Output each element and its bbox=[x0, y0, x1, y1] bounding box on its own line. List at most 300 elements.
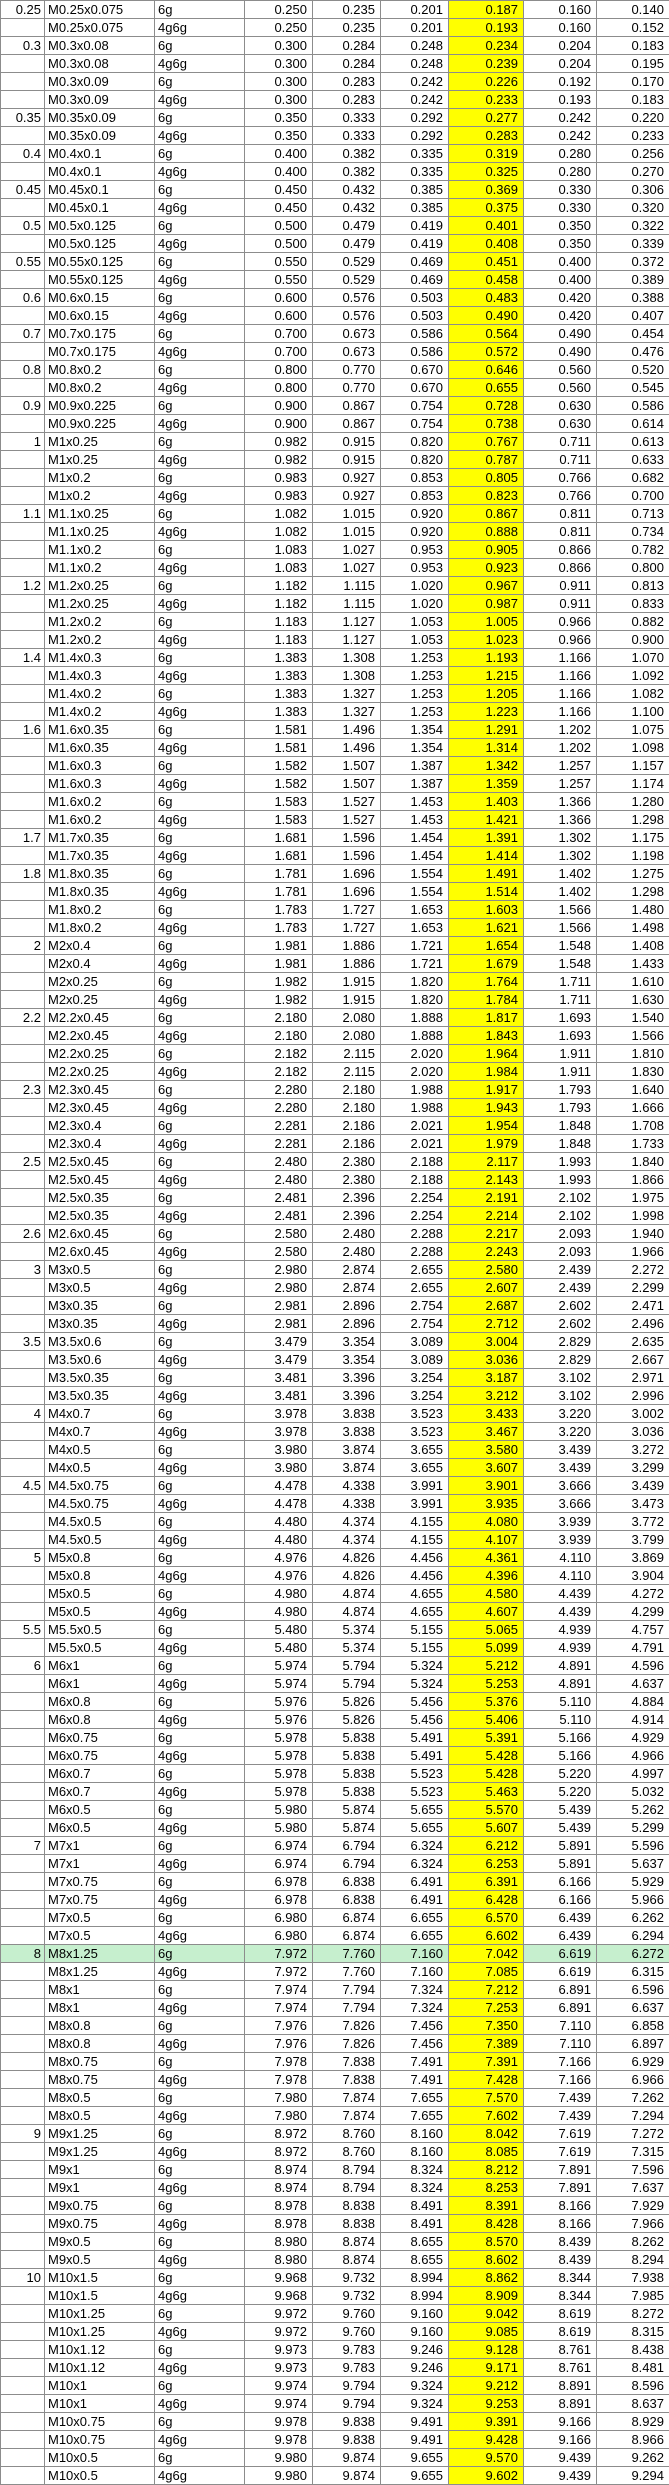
pitch-dia-max-cell[interactable]: 9.246 bbox=[381, 2341, 449, 2359]
major-dia-min-cell[interactable]: 2.480 bbox=[313, 1225, 381, 1243]
designation-cell[interactable]: M9x0.75 bbox=[45, 2197, 155, 2215]
designation-cell[interactable]: M3x0.5 bbox=[45, 1279, 155, 1297]
designation-cell[interactable]: M0.25x0.075 bbox=[45, 19, 155, 37]
nominal-size-cell[interactable]: 5 bbox=[1, 1549, 45, 1567]
table-row[interactable] bbox=[1, 1783, 669, 1801]
tolerance-class-cell[interactable]: 6g bbox=[155, 361, 245, 379]
nominal-size-cell[interactable] bbox=[1, 91, 45, 109]
major-dia-min-cell[interactable]: 9.838 bbox=[313, 2413, 381, 2431]
nominal-size-cell[interactable] bbox=[1, 1819, 45, 1837]
major-dia-min-cell[interactable]: 4.374 bbox=[313, 1531, 381, 1549]
major-dia-min-cell[interactable]: 7.838 bbox=[313, 2071, 381, 2089]
nominal-size-cell[interactable]: 1.1 bbox=[1, 505, 45, 523]
major-dia-max-cell[interactable]: 5.978 bbox=[245, 1729, 313, 1747]
pitch-dia-max-cell[interactable]: 5.491 bbox=[381, 1747, 449, 1765]
pitch-dia-max-cell[interactable]: 9.160 bbox=[381, 2305, 449, 2323]
minor-dia-max-cell[interactable]: 8.439 bbox=[524, 2233, 597, 2251]
pitch-dia-min-cell[interactable]: 7.570 bbox=[449, 2089, 524, 2107]
designation-cell[interactable]: M9x0.5 bbox=[45, 2251, 155, 2269]
nominal-size-cell[interactable] bbox=[1, 487, 45, 505]
major-dia-max-cell[interactable]: 1.183 bbox=[245, 613, 313, 631]
tolerance-class-cell[interactable]: 4g6g bbox=[155, 1315, 245, 1333]
table-row[interactable] bbox=[1, 73, 669, 91]
major-dia-max-cell[interactable]: 0.983 bbox=[245, 469, 313, 487]
minor-dia-max-cell[interactable]: 9.166 bbox=[524, 2431, 597, 2449]
major-dia-max-cell[interactable]: 1.083 bbox=[245, 541, 313, 559]
minor-dia-max-cell[interactable]: 2.829 bbox=[524, 1333, 597, 1351]
major-dia-min-cell[interactable]: 0.283 bbox=[313, 91, 381, 109]
major-dia-min-cell[interactable]: 1.327 bbox=[313, 703, 381, 721]
major-dia-min-cell[interactable]: 6.794 bbox=[313, 1837, 381, 1855]
major-dia-max-cell[interactable]: 0.500 bbox=[245, 235, 313, 253]
designation-cell[interactable]: M1.2x0.2 bbox=[45, 613, 155, 631]
pitch-dia-min-cell[interactable]: 2.117 bbox=[449, 1153, 524, 1171]
pitch-dia-min-cell[interactable]: 2.687 bbox=[449, 1297, 524, 1315]
minor-dia-min-cell[interactable]: 0.476 bbox=[597, 343, 669, 361]
major-dia-max-cell[interactable]: 4.980 bbox=[245, 1585, 313, 1603]
major-dia-min-cell[interactable]: 8.794 bbox=[313, 2179, 381, 2197]
minor-dia-min-cell[interactable]: 1.082 bbox=[597, 685, 669, 703]
major-dia-min-cell[interactable]: 5.826 bbox=[313, 1693, 381, 1711]
minor-dia-max-cell[interactable]: 0.911 bbox=[524, 577, 597, 595]
designation-cell[interactable]: M1.6x0.35 bbox=[45, 721, 155, 739]
tolerance-class-cell[interactable]: 6g bbox=[155, 505, 245, 523]
pitch-dia-max-cell[interactable]: 1.888 bbox=[381, 1009, 449, 1027]
designation-cell[interactable]: M3.5x0.6 bbox=[45, 1333, 155, 1351]
pitch-dia-max-cell[interactable]: 0.754 bbox=[381, 397, 449, 415]
major-dia-min-cell[interactable]: 1.527 bbox=[313, 793, 381, 811]
table-row[interactable] bbox=[1, 613, 669, 631]
pitch-dia-max-cell[interactable]: 1.354 bbox=[381, 721, 449, 739]
table-row[interactable] bbox=[1, 883, 669, 901]
minor-dia-min-cell[interactable]: 0.633 bbox=[597, 451, 669, 469]
major-dia-max-cell[interactable]: 0.400 bbox=[245, 145, 313, 163]
tolerance-class-cell[interactable]: 4g6g bbox=[155, 2071, 245, 2089]
nominal-size-cell[interactable] bbox=[1, 1045, 45, 1063]
pitch-dia-max-cell[interactable]: 2.021 bbox=[381, 1117, 449, 1135]
major-dia-max-cell[interactable]: 3.978 bbox=[245, 1423, 313, 1441]
nominal-size-cell[interactable] bbox=[1, 1063, 45, 1081]
tolerance-class-cell[interactable]: 6g bbox=[155, 397, 245, 415]
table-row[interactable] bbox=[1, 1837, 669, 1855]
designation-cell[interactable]: M2.3x0.4 bbox=[45, 1117, 155, 1135]
minor-dia-min-cell[interactable]: 1.098 bbox=[597, 739, 669, 757]
table-row[interactable] bbox=[1, 1081, 669, 1099]
major-dia-min-cell[interactable]: 0.576 bbox=[313, 289, 381, 307]
minor-dia-min-cell[interactable]: 0.152 bbox=[597, 19, 669, 37]
designation-cell[interactable]: M0.6x0.15 bbox=[45, 289, 155, 307]
minor-dia-max-cell[interactable]: 4.939 bbox=[524, 1621, 597, 1639]
designation-cell[interactable]: M1.6x0.2 bbox=[45, 811, 155, 829]
pitch-dia-max-cell[interactable]: 2.254 bbox=[381, 1207, 449, 1225]
designation-cell[interactable]: M7x1 bbox=[45, 1837, 155, 1855]
nominal-size-cell[interactable]: 2 bbox=[1, 937, 45, 955]
major-dia-min-cell[interactable]: 1.327 bbox=[313, 685, 381, 703]
nominal-size-cell[interactable] bbox=[1, 1783, 45, 1801]
pitch-dia-min-cell[interactable]: 1.491 bbox=[449, 865, 524, 883]
minor-dia-min-cell[interactable]: 3.439 bbox=[597, 1477, 669, 1495]
tolerance-class-cell[interactable]: 4g6g bbox=[155, 847, 245, 865]
nominal-size-cell[interactable]: 1.7 bbox=[1, 829, 45, 847]
pitch-dia-min-cell[interactable]: 1.403 bbox=[449, 793, 524, 811]
minor-dia-min-cell[interactable]: 0.700 bbox=[597, 487, 669, 505]
major-dia-max-cell[interactable]: 9.973 bbox=[245, 2359, 313, 2377]
table-row[interactable] bbox=[1, 793, 669, 811]
minor-dia-max-cell[interactable]: 1.166 bbox=[524, 649, 597, 667]
pitch-dia-max-cell[interactable]: 1.554 bbox=[381, 865, 449, 883]
designation-cell[interactable]: M10x1.5 bbox=[45, 2269, 155, 2287]
tolerance-class-cell[interactable]: 4g6g bbox=[155, 1387, 245, 1405]
designation-cell[interactable]: M0.45x0.1 bbox=[45, 199, 155, 217]
designation-cell[interactable]: M1.4x0.2 bbox=[45, 685, 155, 703]
minor-dia-max-cell[interactable]: 8.761 bbox=[524, 2341, 597, 2359]
table-row[interactable] bbox=[1, 1801, 669, 1819]
pitch-dia-max-cell[interactable]: 0.292 bbox=[381, 109, 449, 127]
pitch-dia-max-cell[interactable]: 2.188 bbox=[381, 1153, 449, 1171]
major-dia-min-cell[interactable]: 9.783 bbox=[313, 2341, 381, 2359]
pitch-dia-max-cell[interactable]: 9.491 bbox=[381, 2413, 449, 2431]
tolerance-class-cell[interactable]: 4g6g bbox=[155, 2143, 245, 2161]
minor-dia-min-cell[interactable]: 6.966 bbox=[597, 2071, 669, 2089]
pitch-dia-min-cell[interactable]: 9.171 bbox=[449, 2359, 524, 2377]
minor-dia-max-cell[interactable]: 1.693 bbox=[524, 1009, 597, 1027]
pitch-dia-max-cell[interactable]: 1.454 bbox=[381, 847, 449, 865]
pitch-dia-max-cell[interactable]: 2.754 bbox=[381, 1315, 449, 1333]
pitch-dia-max-cell[interactable]: 1.453 bbox=[381, 811, 449, 829]
designation-cell[interactable]: M2.5x0.45 bbox=[45, 1171, 155, 1189]
designation-cell[interactable]: M0.5x0.125 bbox=[45, 235, 155, 253]
minor-dia-min-cell[interactable]: 0.900 bbox=[597, 631, 669, 649]
major-dia-max-cell[interactable]: 5.978 bbox=[245, 1765, 313, 1783]
major-dia-min-cell[interactable]: 1.507 bbox=[313, 775, 381, 793]
pitch-dia-max-cell[interactable]: 1.354 bbox=[381, 739, 449, 757]
pitch-dia-min-cell[interactable]: 0.646 bbox=[449, 361, 524, 379]
designation-cell[interactable]: M7x0.5 bbox=[45, 1927, 155, 1945]
minor-dia-min-cell[interactable]: 0.613 bbox=[597, 433, 669, 451]
major-dia-min-cell[interactable]: 2.115 bbox=[313, 1045, 381, 1063]
pitch-dia-min-cell[interactable]: 3.467 bbox=[449, 1423, 524, 1441]
designation-cell[interactable]: M2.6x0.45 bbox=[45, 1225, 155, 1243]
pitch-dia-max-cell[interactable]: 4.655 bbox=[381, 1585, 449, 1603]
designation-cell[interactable]: M2.5x0.45 bbox=[45, 1153, 155, 1171]
pitch-dia-min-cell[interactable]: 4.107 bbox=[449, 1531, 524, 1549]
minor-dia-min-cell[interactable]: 3.002 bbox=[597, 1405, 669, 1423]
pitch-dia-min-cell[interactable]: 0.905 bbox=[449, 541, 524, 559]
minor-dia-max-cell[interactable]: 7.891 bbox=[524, 2179, 597, 2197]
nominal-size-cell[interactable] bbox=[1, 451, 45, 469]
minor-dia-min-cell[interactable]: 0.183 bbox=[597, 37, 669, 55]
major-dia-max-cell[interactable]: 1.583 bbox=[245, 793, 313, 811]
pitch-dia-min-cell[interactable]: 9.570 bbox=[449, 2449, 524, 2467]
pitch-dia-min-cell[interactable]: 3.901 bbox=[449, 1477, 524, 1495]
minor-dia-max-cell[interactable]: 0.966 bbox=[524, 613, 597, 631]
minor-dia-min-cell[interactable]: 4.966 bbox=[597, 1747, 669, 1765]
pitch-dia-min-cell[interactable]: 3.433 bbox=[449, 1405, 524, 1423]
major-dia-min-cell[interactable]: 1.127 bbox=[313, 631, 381, 649]
tolerance-class-cell[interactable]: 4g6g bbox=[155, 1963, 245, 1981]
minor-dia-min-cell[interactable]: 1.433 bbox=[597, 955, 669, 973]
pitch-dia-max-cell[interactable]: 5.456 bbox=[381, 1711, 449, 1729]
nominal-size-cell[interactable] bbox=[1, 703, 45, 721]
major-dia-max-cell[interactable]: 0.982 bbox=[245, 451, 313, 469]
major-dia-max-cell[interactable]: 9.978 bbox=[245, 2413, 313, 2431]
minor-dia-max-cell[interactable]: 0.280 bbox=[524, 145, 597, 163]
designation-cell[interactable]: M2x0.25 bbox=[45, 991, 155, 1009]
nominal-size-cell[interactable] bbox=[1, 163, 45, 181]
pitch-dia-min-cell[interactable]: 8.602 bbox=[449, 2251, 524, 2269]
pitch-dia-max-cell[interactable]: 7.491 bbox=[381, 2053, 449, 2071]
table-row[interactable] bbox=[1, 2341, 669, 2359]
minor-dia-min-cell[interactable]: 8.637 bbox=[597, 2395, 669, 2413]
table-row[interactable] bbox=[1, 37, 669, 55]
minor-dia-min-cell[interactable]: 1.540 bbox=[597, 1009, 669, 1027]
table-row[interactable] bbox=[1, 919, 669, 937]
pitch-dia-max-cell[interactable]: 3.089 bbox=[381, 1333, 449, 1351]
designation-cell[interactable]: M0.9x0.225 bbox=[45, 415, 155, 433]
pitch-dia-max-cell[interactable]: 9.246 bbox=[381, 2359, 449, 2377]
nominal-size-cell[interactable] bbox=[1, 19, 45, 37]
designation-cell[interactable]: M10x0.75 bbox=[45, 2431, 155, 2449]
pitch-dia-min-cell[interactable]: 0.967 bbox=[449, 577, 524, 595]
minor-dia-max-cell[interactable]: 6.439 bbox=[524, 1909, 597, 1927]
tolerance-class-cell[interactable]: 4g6g bbox=[155, 2467, 245, 2485]
table-row[interactable] bbox=[1, 631, 669, 649]
minor-dia-min-cell[interactable]: 2.496 bbox=[597, 1315, 669, 1333]
major-dia-min-cell[interactable]: 0.673 bbox=[313, 343, 381, 361]
minor-dia-min-cell[interactable]: 1.498 bbox=[597, 919, 669, 937]
designation-cell[interactable]: M0.3x0.09 bbox=[45, 91, 155, 109]
minor-dia-max-cell[interactable]: 1.366 bbox=[524, 811, 597, 829]
major-dia-min-cell[interactable]: 4.874 bbox=[313, 1603, 381, 1621]
designation-cell[interactable]: M9x0.5 bbox=[45, 2233, 155, 2251]
major-dia-max-cell[interactable]: 2.480 bbox=[245, 1153, 313, 1171]
table-row[interactable] bbox=[1, 2071, 669, 2089]
pitch-dia-min-cell[interactable]: 1.314 bbox=[449, 739, 524, 757]
major-dia-max-cell[interactable]: 6.974 bbox=[245, 1855, 313, 1873]
minor-dia-max-cell[interactable]: 0.420 bbox=[524, 289, 597, 307]
table-row[interactable] bbox=[1, 361, 669, 379]
minor-dia-min-cell[interactable]: 0.682 bbox=[597, 469, 669, 487]
major-dia-max-cell[interactable]: 9.973 bbox=[245, 2341, 313, 2359]
major-dia-max-cell[interactable]: 1.781 bbox=[245, 865, 313, 883]
pitch-dia-max-cell[interactable]: 8.994 bbox=[381, 2287, 449, 2305]
tolerance-class-cell[interactable]: 6g bbox=[155, 2449, 245, 2467]
major-dia-max-cell[interactable]: 5.480 bbox=[245, 1639, 313, 1657]
tolerance-class-cell[interactable]: 4g6g bbox=[155, 1207, 245, 1225]
designation-cell[interactable]: M7x1 bbox=[45, 1855, 155, 1873]
major-dia-min-cell[interactable]: 0.867 bbox=[313, 397, 381, 415]
tolerance-class-cell[interactable]: 6g bbox=[155, 757, 245, 775]
minor-dia-max-cell[interactable]: 2.439 bbox=[524, 1261, 597, 1279]
tolerance-class-cell[interactable]: 6g bbox=[155, 1333, 245, 1351]
pitch-dia-min-cell[interactable]: 6.428 bbox=[449, 1891, 524, 1909]
pitch-dia-max-cell[interactable]: 0.201 bbox=[381, 1, 449, 19]
tolerance-class-cell[interactable]: 6g bbox=[155, 2413, 245, 2431]
pitch-dia-min-cell[interactable]: 0.823 bbox=[449, 487, 524, 505]
minor-dia-max-cell[interactable]: 1.848 bbox=[524, 1117, 597, 1135]
tolerance-class-cell[interactable]: 6g bbox=[155, 2161, 245, 2179]
tolerance-class-cell[interactable]: 6g bbox=[155, 937, 245, 955]
table-row[interactable] bbox=[1, 1729, 669, 1747]
pitch-dia-min-cell[interactable]: 0.283 bbox=[449, 127, 524, 145]
tolerance-class-cell[interactable]: 6g bbox=[155, 1549, 245, 1567]
nominal-size-cell[interactable]: 1.8 bbox=[1, 865, 45, 883]
minor-dia-min-cell[interactable]: 0.520 bbox=[597, 361, 669, 379]
minor-dia-max-cell[interactable]: 0.280 bbox=[524, 163, 597, 181]
minor-dia-max-cell[interactable]: 5.166 bbox=[524, 1729, 597, 1747]
table-row[interactable] bbox=[1, 235, 669, 253]
minor-dia-max-cell[interactable]: 0.350 bbox=[524, 235, 597, 253]
minor-dia-min-cell[interactable]: 1.174 bbox=[597, 775, 669, 793]
pitch-dia-min-cell[interactable]: 6.602 bbox=[449, 1927, 524, 1945]
nominal-size-cell[interactable] bbox=[1, 2107, 45, 2125]
designation-cell[interactable]: M7x0.75 bbox=[45, 1891, 155, 1909]
major-dia-max-cell[interactable]: 7.978 bbox=[245, 2053, 313, 2071]
major-dia-max-cell[interactable]: 1.582 bbox=[245, 775, 313, 793]
major-dia-max-cell[interactable]: 1.583 bbox=[245, 811, 313, 829]
table-row[interactable] bbox=[1, 1657, 669, 1675]
major-dia-max-cell[interactable]: 1.083 bbox=[245, 559, 313, 577]
nominal-size-cell[interactable]: 7 bbox=[1, 1837, 45, 1855]
minor-dia-max-cell[interactable]: 0.711 bbox=[524, 433, 597, 451]
minor-dia-min-cell[interactable]: 7.294 bbox=[597, 2107, 669, 2125]
pitch-dia-max-cell[interactable]: 5.324 bbox=[381, 1675, 449, 1693]
major-dia-min-cell[interactable]: 4.338 bbox=[313, 1495, 381, 1513]
pitch-dia-min-cell[interactable]: 1.291 bbox=[449, 721, 524, 739]
major-dia-min-cell[interactable]: 3.396 bbox=[313, 1387, 381, 1405]
nominal-size-cell[interactable] bbox=[1, 1423, 45, 1441]
major-dia-max-cell[interactable]: 1.981 bbox=[245, 937, 313, 955]
major-dia-max-cell[interactable]: 7.976 bbox=[245, 2035, 313, 2053]
minor-dia-max-cell[interactable]: 7.166 bbox=[524, 2053, 597, 2071]
pitch-dia-min-cell[interactable]: 8.212 bbox=[449, 2161, 524, 2179]
major-dia-min-cell[interactable]: 7.826 bbox=[313, 2017, 381, 2035]
nominal-size-cell[interactable] bbox=[1, 847, 45, 865]
pitch-dia-max-cell[interactable]: 1.888 bbox=[381, 1027, 449, 1045]
pitch-dia-min-cell[interactable]: 6.212 bbox=[449, 1837, 524, 1855]
tolerance-class-cell[interactable]: 4g6g bbox=[155, 2323, 245, 2341]
major-dia-max-cell[interactable]: 7.980 bbox=[245, 2089, 313, 2107]
pitch-dia-min-cell[interactable]: 8.428 bbox=[449, 2215, 524, 2233]
minor-dia-min-cell[interactable]: 8.315 bbox=[597, 2323, 669, 2341]
minor-dia-max-cell[interactable]: 5.110 bbox=[524, 1693, 597, 1711]
pitch-dia-min-cell[interactable]: 0.458 bbox=[449, 271, 524, 289]
table-row[interactable] bbox=[1, 2359, 669, 2377]
designation-cell[interactable]: M1.1x0.2 bbox=[45, 559, 155, 577]
designation-cell[interactable]: M4.5x0.5 bbox=[45, 1513, 155, 1531]
tolerance-class-cell[interactable]: 6g bbox=[155, 253, 245, 271]
minor-dia-min-cell[interactable]: 0.320 bbox=[597, 199, 669, 217]
pitch-dia-min-cell[interactable]: 2.143 bbox=[449, 1171, 524, 1189]
tolerance-class-cell[interactable]: 4g6g bbox=[155, 1423, 245, 1441]
major-dia-max-cell[interactable]: 2.980 bbox=[245, 1279, 313, 1297]
major-dia-min-cell[interactable]: 0.867 bbox=[313, 415, 381, 433]
major-dia-min-cell[interactable]: 0.927 bbox=[313, 469, 381, 487]
tolerance-class-cell[interactable]: 6g bbox=[155, 2017, 245, 2035]
major-dia-min-cell[interactable]: 5.794 bbox=[313, 1675, 381, 1693]
nominal-size-cell[interactable]: 0.7 bbox=[1, 325, 45, 343]
designation-cell[interactable]: M8x1.25 bbox=[45, 1963, 155, 1981]
major-dia-min-cell[interactable]: 0.770 bbox=[313, 379, 381, 397]
table-row[interactable] bbox=[1, 847, 669, 865]
pitch-dia-min-cell[interactable]: 0.490 bbox=[449, 307, 524, 325]
pitch-dia-max-cell[interactable]: 2.021 bbox=[381, 1135, 449, 1153]
major-dia-min-cell[interactable]: 9.874 bbox=[313, 2467, 381, 2485]
designation-cell[interactable]: M0.4x0.1 bbox=[45, 163, 155, 181]
major-dia-min-cell[interactable]: 3.354 bbox=[313, 1333, 381, 1351]
major-dia-min-cell[interactable]: 9.838 bbox=[313, 2431, 381, 2449]
pitch-dia-min-cell[interactable]: 8.085 bbox=[449, 2143, 524, 2161]
pitch-dia-min-cell[interactable]: 6.570 bbox=[449, 1909, 524, 1927]
pitch-dia-min-cell[interactable]: 0.655 bbox=[449, 379, 524, 397]
minor-dia-min-cell[interactable]: 4.884 bbox=[597, 1693, 669, 1711]
nominal-size-cell[interactable] bbox=[1, 1207, 45, 1225]
minor-dia-min-cell[interactable]: 3.299 bbox=[597, 1459, 669, 1477]
table-row[interactable] bbox=[1, 649, 669, 667]
table-row[interactable] bbox=[1, 55, 669, 73]
major-dia-min-cell[interactable]: 3.874 bbox=[313, 1441, 381, 1459]
minor-dia-max-cell[interactable]: 0.560 bbox=[524, 361, 597, 379]
minor-dia-max-cell[interactable]: 5.110 bbox=[524, 1711, 597, 1729]
tolerance-class-cell[interactable]: 4g6g bbox=[155, 1171, 245, 1189]
major-dia-max-cell[interactable]: 0.900 bbox=[245, 415, 313, 433]
designation-cell[interactable]: M2x0.4 bbox=[45, 937, 155, 955]
designation-cell[interactable]: M1.4x0.3 bbox=[45, 667, 155, 685]
pitch-dia-min-cell[interactable]: 5.406 bbox=[449, 1711, 524, 1729]
pitch-dia-min-cell[interactable]: 8.391 bbox=[449, 2197, 524, 2215]
pitch-dia-max-cell[interactable]: 8.994 bbox=[381, 2269, 449, 2287]
major-dia-max-cell[interactable]: 2.981 bbox=[245, 1315, 313, 1333]
pitch-dia-min-cell[interactable]: 1.514 bbox=[449, 883, 524, 901]
designation-cell[interactable]: M10x1.5 bbox=[45, 2287, 155, 2305]
nominal-size-cell[interactable] bbox=[1, 1243, 45, 1261]
major-dia-min-cell[interactable]: 5.374 bbox=[313, 1621, 381, 1639]
pitch-dia-max-cell[interactable]: 1.653 bbox=[381, 901, 449, 919]
tolerance-class-cell[interactable]: 4g6g bbox=[155, 2359, 245, 2377]
major-dia-min-cell[interactable]: 0.283 bbox=[313, 73, 381, 91]
major-dia-max-cell[interactable]: 2.180 bbox=[245, 1009, 313, 1027]
minor-dia-min-cell[interactable]: 7.315 bbox=[597, 2143, 669, 2161]
nominal-size-cell[interactable] bbox=[1, 2197, 45, 2215]
major-dia-max-cell[interactable]: 7.974 bbox=[245, 1981, 313, 1999]
nominal-size-cell[interactable] bbox=[1, 1117, 45, 1135]
minor-dia-max-cell[interactable]: 4.439 bbox=[524, 1603, 597, 1621]
tolerance-class-cell[interactable]: 6g bbox=[155, 577, 245, 595]
nominal-size-cell[interactable] bbox=[1, 2053, 45, 2071]
minor-dia-min-cell[interactable]: 5.299 bbox=[597, 1819, 669, 1837]
tolerance-class-cell[interactable]: 6g bbox=[155, 1657, 245, 1675]
major-dia-min-cell[interactable]: 4.874 bbox=[313, 1585, 381, 1603]
pitch-dia-max-cell[interactable]: 4.456 bbox=[381, 1567, 449, 1585]
major-dia-min-cell[interactable]: 5.874 bbox=[313, 1801, 381, 1819]
nominal-size-cell[interactable] bbox=[1, 2467, 45, 2485]
minor-dia-min-cell[interactable]: 6.596 bbox=[597, 1981, 669, 1999]
minor-dia-max-cell[interactable]: 0.242 bbox=[524, 109, 597, 127]
major-dia-max-cell[interactable]: 1.581 bbox=[245, 721, 313, 739]
minor-dia-max-cell[interactable]: 6.891 bbox=[524, 1981, 597, 1999]
designation-cell[interactable]: M1.1x0.25 bbox=[45, 523, 155, 541]
pitch-dia-min-cell[interactable]: 9.042 bbox=[449, 2305, 524, 2323]
minor-dia-min-cell[interactable]: 5.262 bbox=[597, 1801, 669, 1819]
major-dia-max-cell[interactable]: 7.976 bbox=[245, 2017, 313, 2035]
minor-dia-max-cell[interactable]: 8.439 bbox=[524, 2251, 597, 2269]
designation-cell[interactable]: M0.3x0.09 bbox=[45, 73, 155, 91]
pitch-dia-max-cell[interactable]: 1.053 bbox=[381, 631, 449, 649]
pitch-dia-min-cell[interactable]: 0.401 bbox=[449, 217, 524, 235]
major-dia-min-cell[interactable]: 2.380 bbox=[313, 1153, 381, 1171]
minor-dia-max-cell[interactable]: 0.400 bbox=[524, 253, 597, 271]
designation-cell[interactable]: M1.7x0.35 bbox=[45, 847, 155, 865]
